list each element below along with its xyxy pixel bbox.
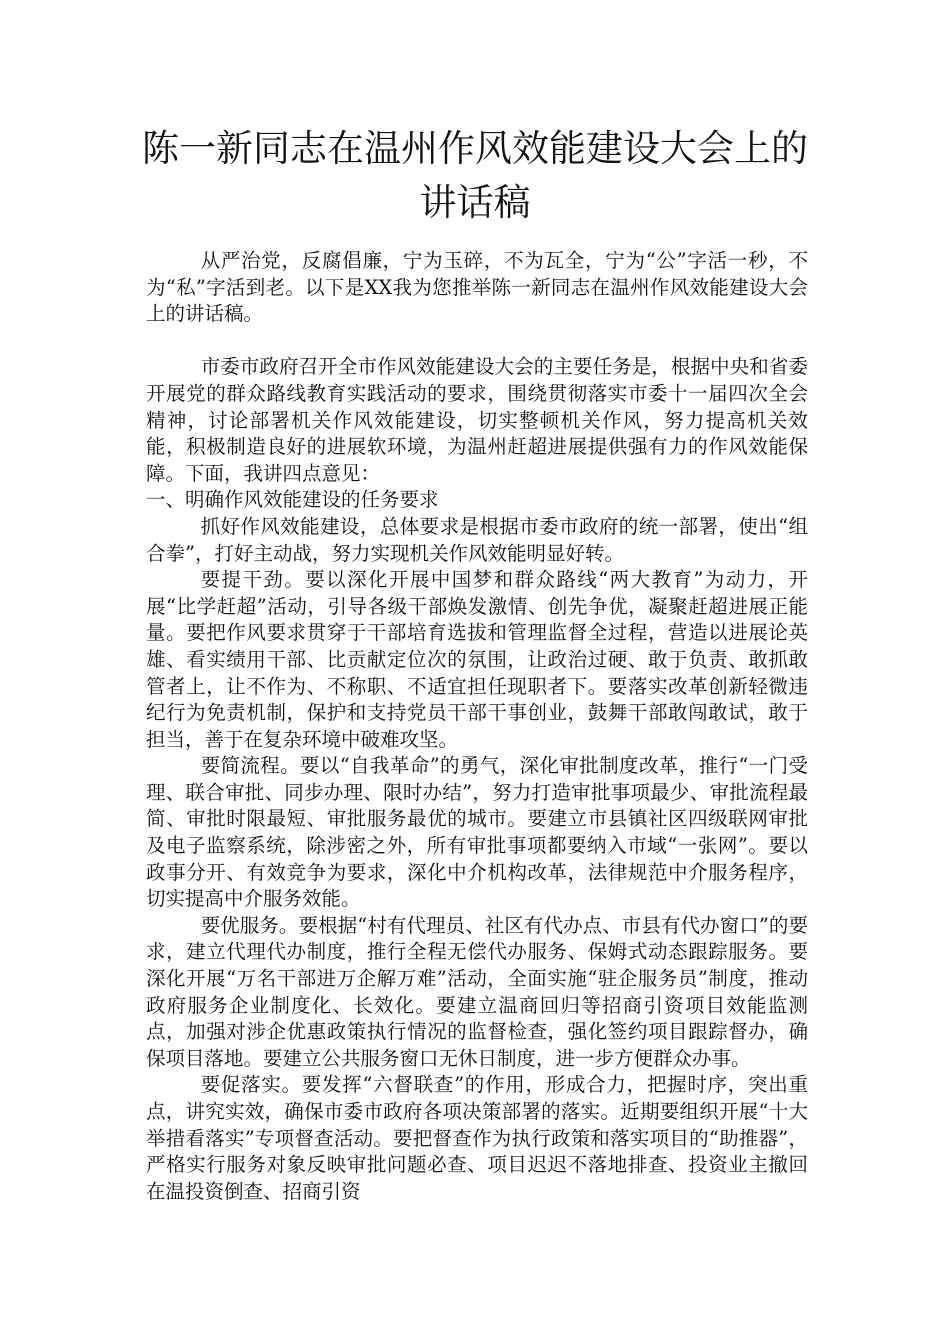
intro-paragraph: 从严治党，反腐倡廉，宁为玉碎，不为瓦全，宁为“公”字活一秒，不为“私”字活到老。以下是XX我为您推举陈一新同志在温州作风效能建设大会上的讲话稿。 bbox=[146, 249, 808, 326]
paragraph-2: 抓好作风效能建设，总体要求是根据市委市政府的统一部署，使出“组合拳”，打好主动战，努力实现机关作风效能明显好转。 bbox=[146, 514, 808, 565]
paragraph-4: 要简流程。要以“自我革命”的勇气，深化审批制度改革，推行“一门受理、联合审批、同步办理、限时办结”，努力打造审批事项最少、审批流程最简、审批时限最短、审批服务最优的城市。要建立市县镇社区四级联网审批及电子监察系统，除涉密之外，所有审批事项都要纳入市域“一张网”。要以政事分开、有效竞争为要求，深化中介机构改革，法律规范中介服务程序，切实提高中介服务效能。 bbox=[146, 754, 808, 911]
paragraph-6: 要促落实。要发挥“六督联查”的作用，形成合力，把握时序，突出重点，讲究实效，确保市委市政府各项决策部署的落实。近期要组织开展“十大举措看落实”专项督查活动。要把督查作为执行政策和落实项目的“助推器”，严格实行服务对象反映审批问题必查、项目迟迟不落地排查、投资业主撤回在温投资倒查、招商引资 bbox=[146, 1073, 808, 1203]
section-heading-1: 一、明确作风效能建设的任务要求 bbox=[146, 488, 439, 512]
paragraph-gap bbox=[146, 328, 808, 355]
paragraph-1: 市委市政府召开全市作风效能建设大会的主要任务是，根据中央和省委开展党的群众路线教育实践活动的要求，围绕贯彻落实市委十一届四次全会精神，讨论部署机关作风效能建设，切实整顿机关作风，努力提高机关效能，积极制造良好的进展软环境，为温州赶超进展提供强有力的作风效能保障。下面，我讲四点意见： bbox=[146, 355, 808, 485]
paragraph-3: 要提干劲。要以深化开展中国梦和群众路线“两大教育”为动力，开展“比学赶超”活动，引导各级干部焕发激情、创先争优，凝聚赶超进展正能量。要把作风要求贯穿于干部培育选拔和管理监督全过程，营造以进展论英雄、看实绩用干部、比贡献定位次的氛围，让政治过硬、敢于负责、敢抓敢管者上，让不作为、不称职、不适宜担任现职者下。要落实改革创新轻微违纪行为免责机制，保护和支持党员干部干事创业，鼓舞干部敢闯敢试，敢于担当，善于在复杂环境中破难攻坚。 bbox=[146, 568, 808, 751]
document-title bbox=[120, 122, 830, 230]
title-line-1: 陈一新同志在温州作风效能建设大会上的 bbox=[142, 127, 808, 170]
title-line-2: 讲话稿 bbox=[419, 181, 531, 224]
paragraph-5: 要优服务。要根据“村有代理员、社区有代办点、市县有代办窗口”的要求，建立代理代办制度，推行全程无偿代办服务、保姆式动态跟踪服务。要深化开展“万名干部进万企解万难”活动，全面实施“驻企服务员”制度，推动政府服务企业制度化、长效化。要建立温商回归等招商引资项目效能监测点，加强对涉企优惠政策执行情况的监督检查，强化签约项目跟踪督办，确保项目落地。要建立公共服务窗口无休日制度，进一步方便群众办事。 bbox=[146, 913, 808, 1070]
document-body bbox=[146, 248, 808, 1205]
